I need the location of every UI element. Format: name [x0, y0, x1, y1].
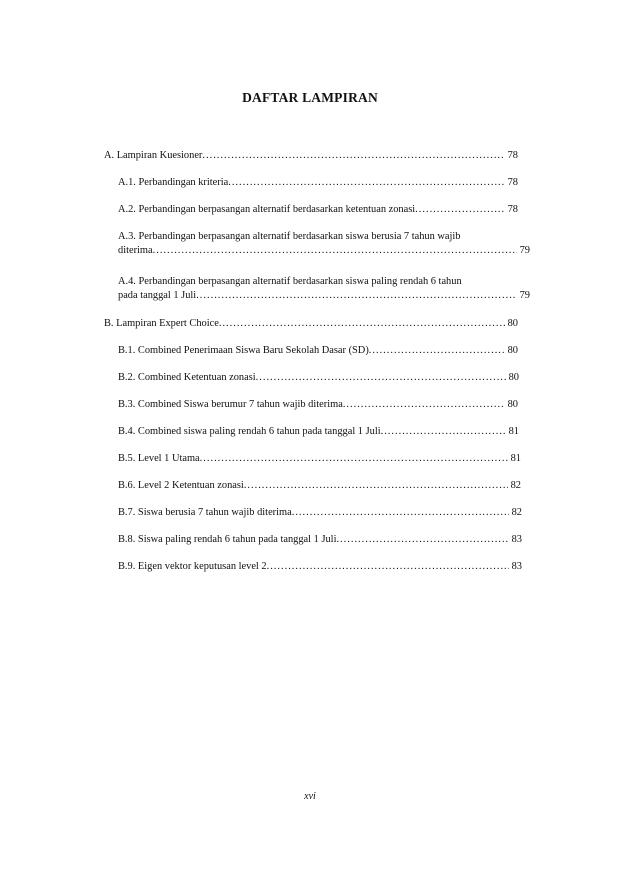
toc-entry-label: pada tanggal 1 Juli	[118, 290, 197, 301]
toc-entry-b9[interactable]	[118, 560, 522, 574]
dot-leader	[196, 289, 516, 303]
toc-entry-a3[interactable]	[118, 230, 530, 258]
toc-entry-page: 81	[508, 426, 519, 437]
dot-leader	[292, 506, 509, 520]
dot-leader	[244, 479, 508, 493]
dot-leader	[369, 344, 505, 358]
dot-leader	[200, 452, 508, 466]
toc-entry-b5[interactable]	[118, 452, 521, 466]
dot-leader	[153, 244, 517, 258]
toc-entry-page: 83	[511, 561, 522, 572]
toc-entry-page: 81	[510, 453, 521, 464]
toc-entry-b[interactable]	[104, 317, 518, 331]
dot-leader	[267, 560, 509, 574]
dot-leader	[343, 398, 505, 412]
toc-entry-label: B.1. Combined Penerimaan Siswa Baru Sekolah Dasar (SD)	[118, 345, 369, 356]
toc-entry-label: B.5. Level 1 Utama	[118, 453, 200, 464]
toc-entry-b2[interactable]	[118, 371, 519, 385]
toc-entry-label: A. Lampiran Kuesioner	[104, 150, 203, 161]
toc-entry-a2[interactable]	[118, 203, 518, 217]
dot-leader	[202, 149, 504, 163]
toc-entry-page: 78	[507, 204, 518, 215]
toc-entry-label-line1: A.3. Perbandingan berpasangan alternatif berdasarkan siswa berusia 7 tahun wajib	[118, 231, 461, 242]
toc-entry-label: B.9. Eigen vektor keputusan level 2	[118, 561, 267, 572]
toc-entry-b6[interactable]	[118, 479, 521, 493]
toc-entry-b4[interactable]	[118, 425, 519, 439]
dot-leader	[219, 317, 505, 331]
toc-entry-label: diterima	[118, 245, 153, 256]
toc-entry-label: B.6. Level 2 Ketentuan zonasi	[118, 480, 244, 491]
toc-entry-label: B.3. Combined Siswa berumur 7 tahun wajib diterima	[118, 399, 343, 410]
toc-entry-label-line1: A.4. Perbandingan berpasangan alternatif berdasarkan siswa paling rendah 6 tahun	[118, 276, 462, 287]
toc-entry-label: B. Lampiran Expert Choice	[104, 318, 219, 329]
page-title: DAFTAR LAMPIRAN	[242, 90, 378, 105]
toc-entry-a1[interactable]	[118, 176, 518, 190]
toc-entry-page: 82	[510, 480, 521, 491]
toc-entry-page: 79	[519, 245, 530, 256]
toc-entry-page: 82	[511, 507, 522, 518]
toc-entry-label: B.2. Combined Ketentuan zonasi	[118, 372, 256, 383]
dot-leader	[256, 371, 506, 385]
toc-entry-label: B.4. Combined siswa paling rendah 6 tahun pada tanggal 1 Juli	[118, 426, 381, 437]
toc-entry-label: A.1. Perbandingan kriteria	[118, 177, 229, 188]
toc-entry-page: 78	[507, 150, 518, 161]
toc-entry-page: 78	[507, 177, 518, 188]
toc-entry-label: A.2. Perbandingan berpasangan alternatif berdasarkan ketentuan zonasi	[118, 204, 416, 215]
toc-entry-page: 80	[508, 372, 519, 383]
toc-entry-page: 80	[507, 345, 518, 356]
page-number: xvi	[304, 791, 316, 802]
toc-entry-a[interactable]	[104, 149, 518, 163]
dot-leader	[381, 425, 506, 439]
toc-entry-b3[interactable]	[118, 398, 518, 412]
toc-entry-page: 79	[519, 290, 530, 301]
dot-leader	[228, 176, 504, 190]
toc-entry-page: 80	[507, 318, 518, 329]
toc-entry-label: B.8. Siswa paling rendah 6 tahun pada tanggal 1 Juli	[118, 534, 337, 545]
toc-entry-page: 80	[507, 399, 518, 410]
toc-entry-label: B.7. Siswa berusia 7 tahun wajib diterima	[118, 507, 292, 518]
toc-entry-a4[interactable]	[118, 275, 530, 303]
toc-entry-page: 83	[511, 534, 522, 545]
toc-entry-b1[interactable]	[118, 344, 518, 358]
dot-leader	[415, 203, 504, 217]
toc-entry-b7[interactable]	[118, 506, 522, 520]
toc-entry-b8[interactable]	[118, 533, 522, 547]
dot-leader	[336, 533, 508, 547]
